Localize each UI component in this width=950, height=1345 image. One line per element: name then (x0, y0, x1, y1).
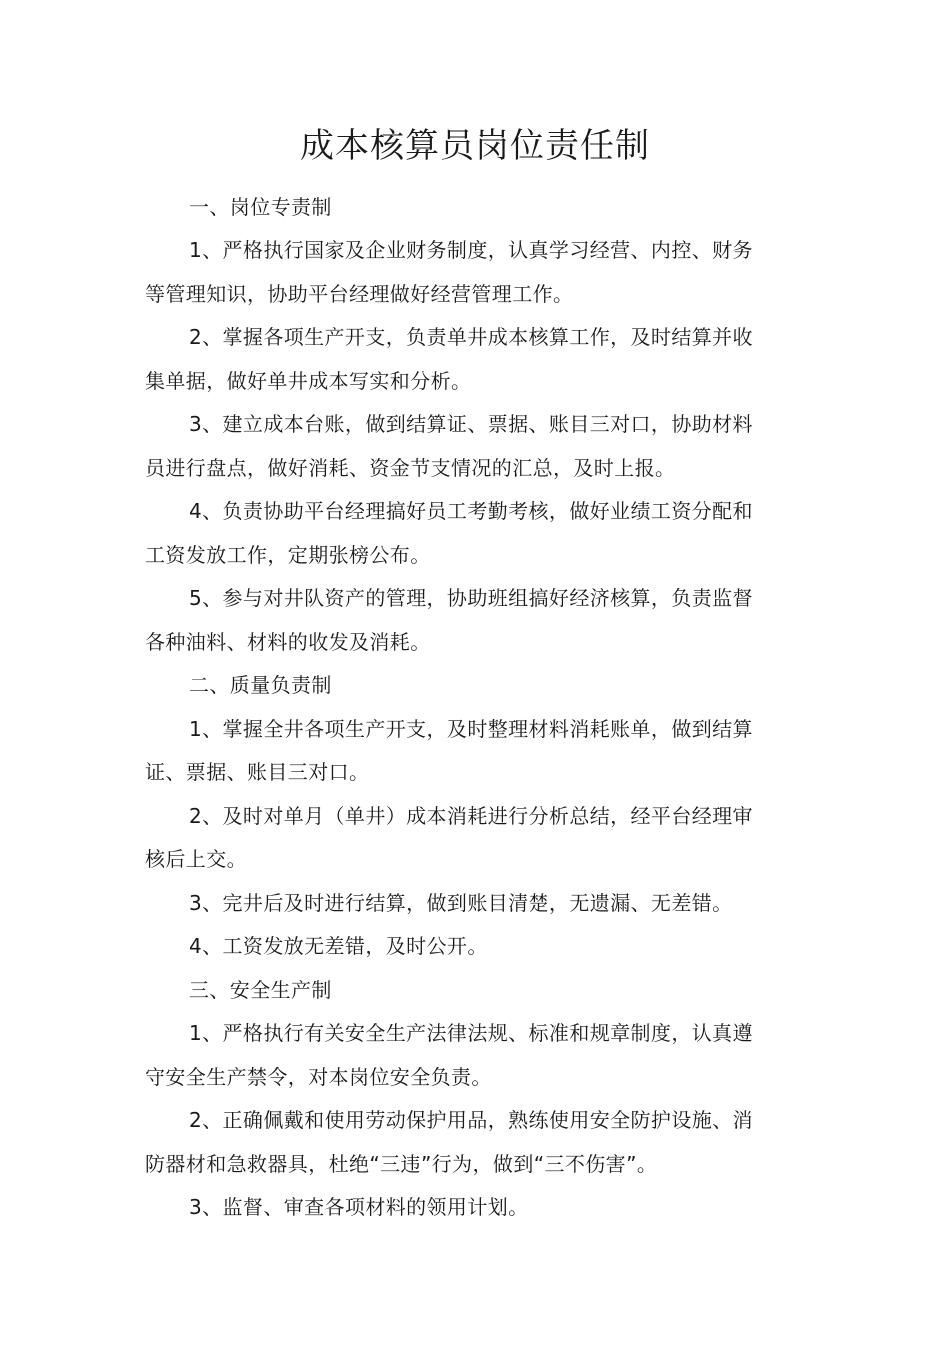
page-title: 成本核算员岗位责任制 (300, 126, 650, 166)
paragraph-line: 5、参与对井队资产的管理，协助班组搞好经济核算，负责监督 (189, 586, 753, 610)
paragraph-line: 证、票据、账目三对口。 (145, 760, 370, 784)
paragraph-line: 集单据，做好单井成本写实和分析。 (145, 369, 472, 393)
paragraph-line: 4、工资发放无差错，及时公开。 (189, 934, 488, 958)
paragraph-line: 守安全生产禁令，对本岗位安全负责。 (145, 1065, 492, 1089)
paragraph-line: 3、监督、审查各项材料的领用计划。 (189, 1195, 529, 1219)
paragraph-line: 1、掌握全井各项生产开支，及时整理材料消耗账单，做到结算 (189, 717, 753, 741)
section-heading: 三、安全生产制 (189, 978, 332, 1002)
paragraph-line: 1、严格执行有关安全生产法律法规、标准和规章制度，认真遵 (189, 1021, 753, 1045)
paragraph-line: 工资发放工作，定期张榜公布。 (145, 543, 431, 567)
paragraph-line: 防器材和急救器具，杜绝“三违”行为，做到“三不伤害”。 (145, 1152, 658, 1176)
paragraph-line: 2、正确佩戴和使用劳动保护用品，熟练使用安全防护设施、消 (189, 1108, 753, 1132)
paragraph-line: 3、完井后及时进行结算，做到账目清楚，无遗漏、无差错。 (189, 891, 733, 915)
paragraph-line: 各种油料、材料的收发及消耗。 (145, 630, 431, 654)
paragraph-line: 核后上交。 (145, 847, 247, 871)
section-heading: 二、质量负责制 (189, 673, 332, 697)
paragraph-line: 2、及时对单月（单井）成本消耗进行分析总结，经平台经理审 (189, 804, 753, 828)
paragraph-line: 1、严格执行国家及企业财务制度，认真学习经营、内控、财务 (189, 238, 753, 262)
paragraph-line: 员进行盘点，做好消耗、资金节支情况的汇总，及时上报。 (145, 456, 676, 480)
paragraph-line: 2、掌握各项生产开支，负责单井成本核算工作，及时结算并收 (189, 325, 753, 349)
paragraph-line: 3、建立成本台账，做到结算证、票据、账目三对口，协助材料 (189, 412, 753, 436)
paragraph-line: 4、负责协助平台经理搞好员工考勤考核，做好业绩工资分配和 (189, 499, 753, 523)
paragraph-line: 等管理知识，协助平台经理做好经营管理工作。 (145, 282, 574, 306)
section-heading: 一、岗位专责制 (189, 195, 332, 219)
